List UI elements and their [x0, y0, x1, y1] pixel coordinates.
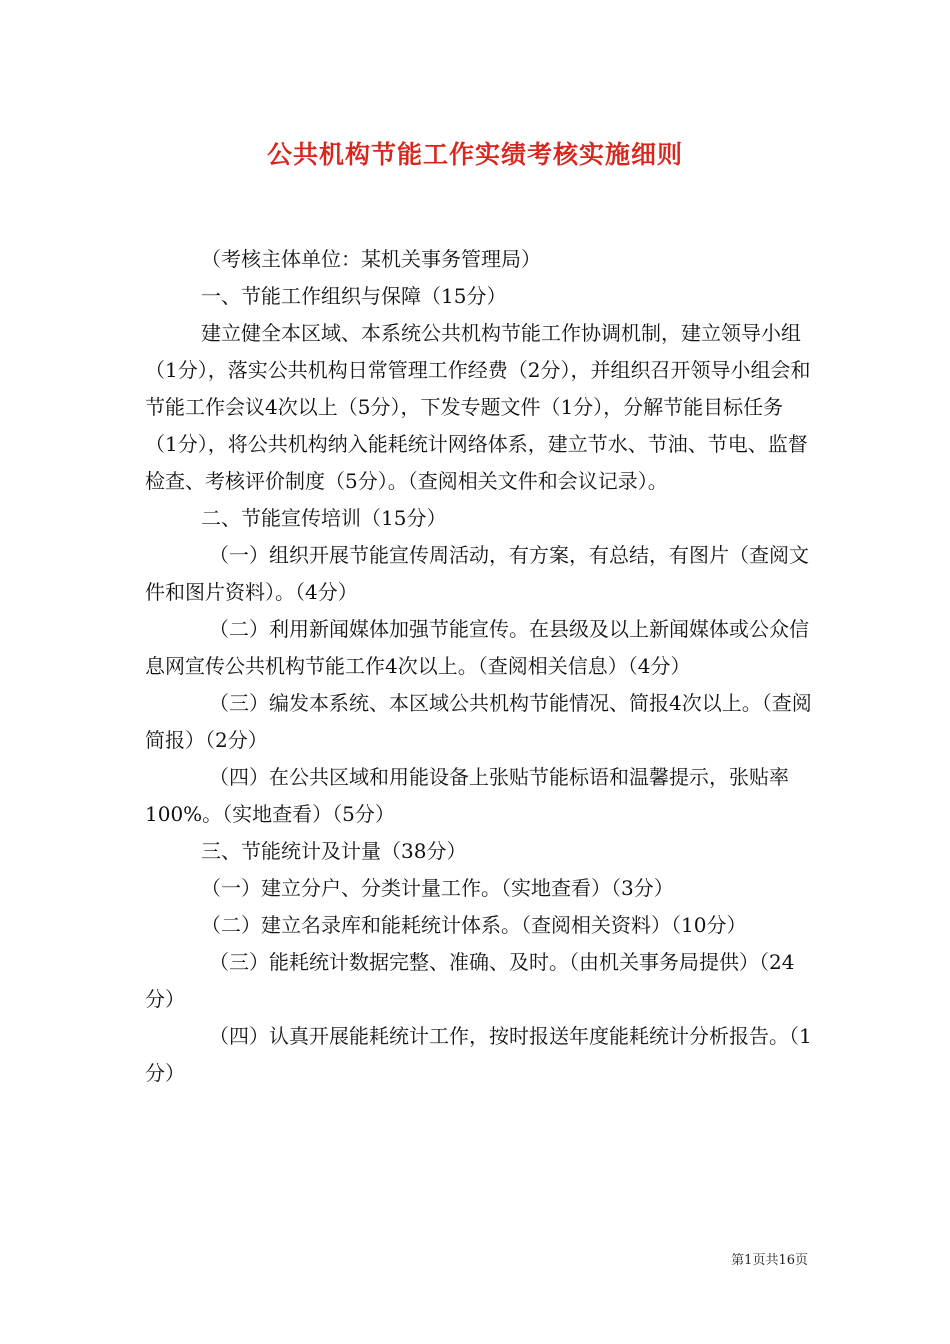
paragraph-item: （一）组织开展节能宣传周活动，有方案，有总结，有图片（查阅文件和图片资料）。（4分） [145, 543, 809, 604]
page-number: 第1页共16页 [731, 1253, 808, 1268]
document-title: 公共机构节能工作实绩考核实施细则 [266, 140, 683, 169]
section-heading-1: 一、节能工作组织与保障（15分） [201, 284, 507, 308]
paragraph-item: （二）利用新闻媒体加强节能宣传。在县级及以上新闻媒体或公众信息网宣传公共机构节能工作4次以上。（查阅相关信息）（4分） [145, 617, 809, 678]
section-heading-3: 三、节能统计及计量（38分） [201, 839, 467, 863]
paragraph-section-1-content: 建立健全本区域、本系统公共机构节能工作协调机制，建立领导小组（1分），落实公共机构日常管理工作经费（2分），并组织召开领导小组会和节能工作会议4次以上（5分），下发专题文件（1分），分解节能目标任务（1分），将公共机构纳入能耗统计网络体系，建立节水、节油、节电、监督检查、考核评价制度（5分）。（查阅相关文件和会议记录）。 [145, 321, 811, 493]
paragraph-item: （一）建立分户、分类计量工作。（实地查看）（3分） [201, 876, 674, 900]
paragraph-item: （二）建立名录库和能耗统计体系。（查阅相关资料）（10分） [201, 913, 747, 937]
document-body [145, 241, 813, 1092]
paragraph-assessment-unit: （考核主体单位：某机关事务管理局） [201, 247, 541, 271]
paragraph-item: （三）能耗统计数据完整、准确、及时。（由机关事务局提供）（24分） [145, 950, 795, 1011]
paragraph-item: （三）编发本系统、本区域公共机构节能情况、简报4次以上。（查阅简报）（2分） [145, 691, 812, 752]
section-heading-2: 二、节能宣传培训（15分） [201, 506, 447, 530]
paragraph-item: （四）认真开展能耗统计工作，按时报送年度能耗统计分析报告。（1分） [145, 1024, 812, 1085]
paragraph-item: （四）在公共区域和用能设备上张贴节能标语和温馨提示，张贴率100%。（实地查看）（5分） [145, 765, 789, 826]
